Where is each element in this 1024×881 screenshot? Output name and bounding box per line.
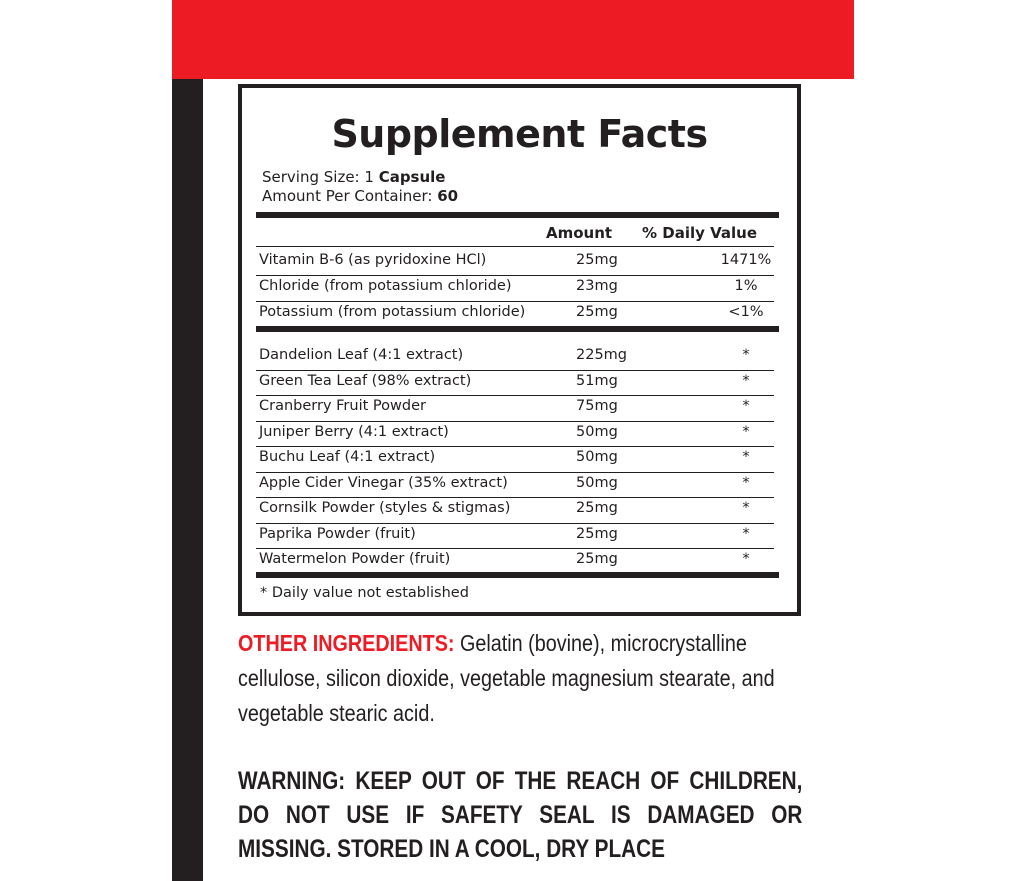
row-amount: 50mg (576, 474, 618, 491)
divider-thick (256, 326, 779, 332)
row-name: Buchu Leaf (4:1 extract) (259, 449, 436, 465)
header-amount: Amount (546, 224, 613, 242)
row-name: Paprika Powder (fruit) (259, 525, 416, 542)
row-name: Dandelion Leaf (4:1 extract) (259, 347, 464, 363)
row-amount: 23mg (576, 278, 618, 294)
amount-per-container: Amount Per Container: 60 (262, 187, 459, 205)
serving-size: Serving Size: 1 Capsule (262, 168, 446, 186)
row-daily-value: * (742, 423, 750, 440)
black-side-band (172, 79, 203, 881)
row-name: Apple Cider Vinegar (35% extract) (259, 474, 508, 491)
other-ingredients (238, 626, 823, 731)
table-row (256, 447, 774, 471)
facts-title: Supplement Facts (331, 112, 708, 156)
table-row (256, 498, 774, 522)
row-amount: 25mg (576, 525, 618, 542)
warning-text: WARNING: KEEP OUT OF THE REACH OF CHILDREN, DO NOT USE IF SAFETY SEAL IS DAMAGED OR MISSING. STORED IN A COOL, DRY PLACE (238, 767, 803, 863)
row-amount: 25mg (576, 304, 618, 320)
row-daily-value: * (742, 474, 750, 491)
row-daily-value: * (742, 449, 750, 465)
row-name: Potassium (from potassium chloride) (259, 304, 526, 320)
row-amount: 25mg (576, 500, 618, 516)
other-ingredients-label: OTHER INGREDIENTS: (238, 630, 455, 656)
divider-thick (256, 572, 779, 578)
red-header-band (172, 0, 854, 79)
footnote: * Daily value not established (260, 585, 469, 601)
row-name: Cornsilk Powder (styles & stigmas) (259, 500, 511, 516)
row-daily-value: * (742, 372, 750, 389)
row-daily-value: * (742, 347, 750, 363)
row-daily-value: 1% (734, 278, 758, 294)
table-row (256, 302, 774, 326)
table-row (256, 549, 774, 573)
row-daily-value: * (742, 551, 750, 567)
table-row (256, 473, 774, 497)
row-name: Green Tea Leaf (98% extract) (259, 372, 472, 389)
row-name: Cranberry Fruit Powder (259, 398, 426, 414)
row-name: Chloride (from potassium chloride) (259, 278, 512, 294)
row-daily-value: * (742, 525, 750, 542)
row-daily-value: 1471% (720, 252, 772, 268)
table-row (256, 524, 774, 548)
row-amount: 50mg (576, 423, 618, 440)
table-row (256, 371, 774, 395)
row-name: Watermelon Powder (fruit) (259, 551, 451, 567)
serving-info (262, 168, 458, 206)
row-amount: 75mg (576, 398, 618, 414)
supplement-facts-panel (238, 84, 801, 616)
row-name: Vitamin B-6 (as pyridoxine HCl) (259, 252, 487, 268)
other-ingredients-text: Gelatin (bovine), microcrystalline cellulose, silicon dioxide, vegetable magnesium stearate, and vegetable stearic acid. (238, 630, 775, 726)
row-daily-value: <1% (728, 304, 764, 320)
divider-thin (256, 246, 774, 247)
table-row (256, 422, 774, 446)
table-row (256, 345, 774, 369)
table-row (256, 276, 774, 300)
header-daily-value: % Daily Value (642, 224, 758, 242)
row-amount: 25mg (576, 252, 618, 268)
row-amount: 225mg (576, 347, 628, 363)
divider-thick (256, 212, 779, 218)
table-row (256, 396, 774, 420)
row-amount: 25mg (576, 551, 618, 567)
row-daily-value: * (742, 500, 750, 516)
row-daily-value: * (742, 398, 750, 414)
row-amount: 51mg (576, 372, 618, 389)
row-name: Juniper Berry (4:1 extract) (259, 423, 449, 440)
row-amount: 50mg (576, 449, 618, 465)
table-row (256, 250, 774, 274)
